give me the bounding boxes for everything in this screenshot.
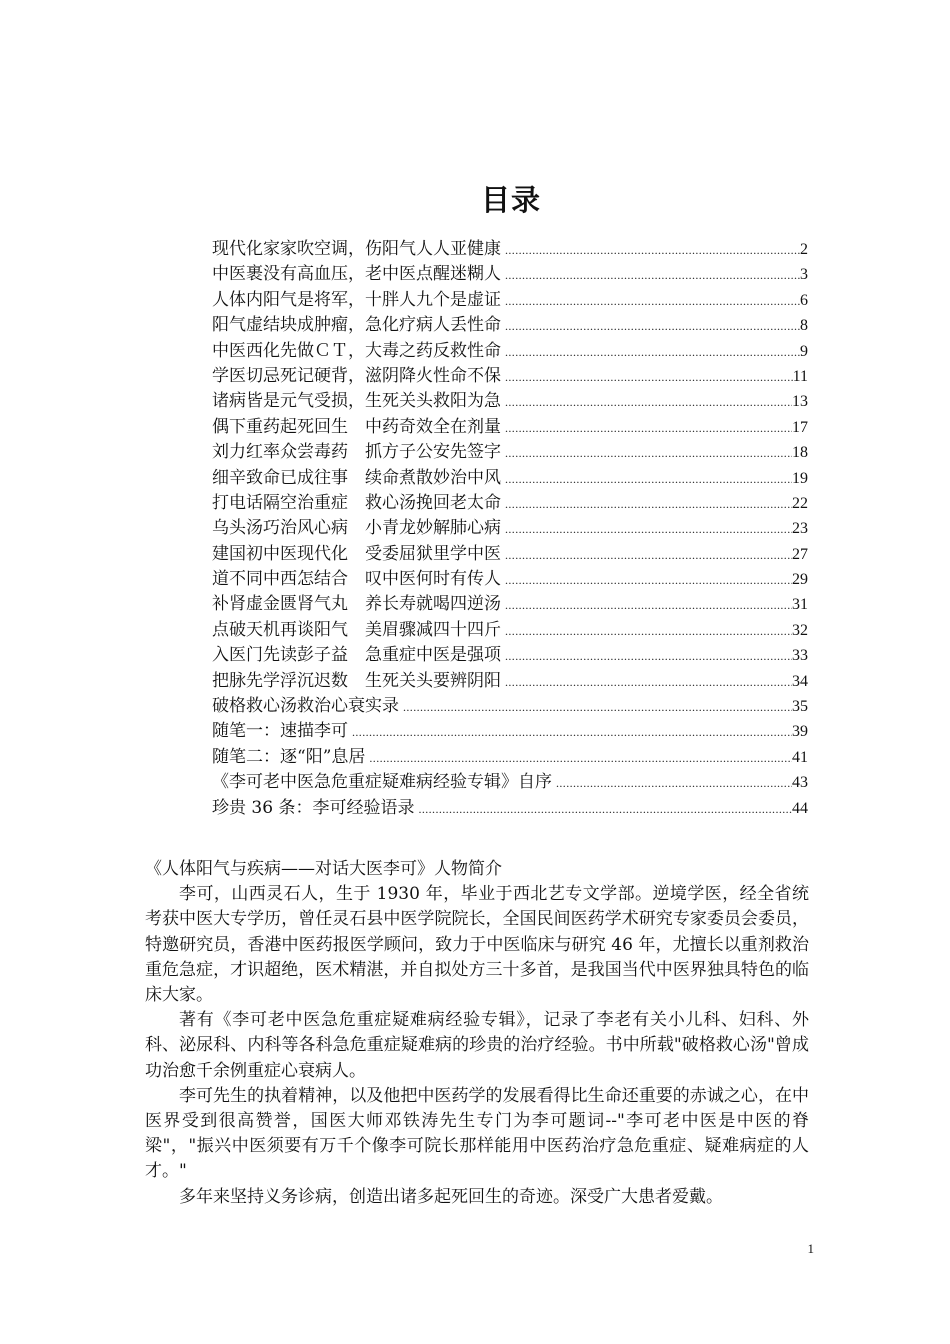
toc-entry-page: 8 — [800, 317, 808, 335]
toc-entry[interactable] — [212, 491, 808, 516]
toc-entry-page: 13 — [792, 393, 808, 411]
toc-entry-page: 44 — [792, 799, 808, 817]
toc-entry[interactable] — [212, 237, 808, 262]
toc-entry-title: 入医门先读彭子益 急重症中医是强项 — [212, 645, 501, 666]
toc-entry[interactable] — [212, 745, 808, 770]
toc-entry-title: 乌头汤巧治风心病 小青龙妙解肺心病 — [212, 518, 501, 539]
toc-entry-title: 现代化家家吹空调，伤阳气人人亚健康 — [212, 239, 501, 259]
toc-leader-dots — [501, 365, 793, 390]
toc-entry-page: 22 — [792, 494, 808, 512]
toc-leader-dots — [501, 517, 792, 542]
toc-entry[interactable] — [212, 288, 808, 313]
toc-entry[interactable] — [212, 643, 808, 668]
toc-entry[interactable] — [212, 592, 808, 617]
toc-entry[interactable] — [212, 770, 808, 795]
toc-entry-title: 打电话隔空治重症 救心汤挽回老太命 — [212, 492, 501, 513]
toc-entry-page: 3 — [800, 266, 808, 284]
toc-entry-title: 把脉先学浮沉迟数 生死关头要辨阴阳 — [212, 670, 501, 691]
toc-entry-page: 34 — [792, 672, 808, 690]
toc-entry-page: 32 — [792, 621, 808, 639]
toc-leader-dots — [501, 263, 800, 288]
toc-entry-title: 中医裹没有高血压，老中医点醒迷糊人 — [212, 264, 501, 285]
biography-paragraph: 李可先生的执着精神，以及他把中医药学的发展看得比生命还重要的赤诚之心，在中医界受到很高赞誉，国医大师邓铁涛先生专门为李可题词--"李可老中医是中医的脊梁"，"振兴中医须要有万千个像李可院长那样能用中医药治疗急危重症、疑难病症的人才。" — [145, 1085, 809, 1182]
toc-entry-page: 11 — [792, 367, 808, 385]
toc-entry-page: 19 — [792, 469, 808, 487]
toc-entry-title: 刘力红率众尝毒药 抓方子公安先签字 — [212, 442, 501, 463]
toc-entry-title: 中医西化先做ＣＴ，大毒之药反救性命 — [212, 340, 501, 361]
toc-leader-dots — [501, 340, 800, 365]
page-number: 1 — [807, 1241, 814, 1256]
toc-entry-page: 33 — [792, 647, 808, 665]
toc-entry-page: 41 — [792, 748, 808, 766]
biography-paragraph: 著有《李可老中医急危重症疑难病经验专辑》，记录了李老有关小儿科、妇科、外科、泌尿科、内科等各科急危重症疑难病的珍贵的治疗经验。书中所载"破格救心汤"曾成功治愈千余例重症心衰病人。 — [145, 1010, 809, 1081]
toc-entry-title: 学医切忌死记硬背，滋阴降火性命不保 — [212, 365, 501, 386]
toc-entry[interactable] — [212, 440, 808, 465]
toc-entry[interactable] — [212, 618, 808, 643]
toc-leader-dots — [501, 416, 792, 441]
toc-leader-dots — [501, 543, 792, 568]
toc-entry-title: 破格救心汤救治心衰实录 — [212, 696, 399, 717]
toc-entry[interactable] — [212, 364, 808, 389]
toc-entry-title: 诸病皆是元气受损，生死关头救阳为急 — [212, 391, 501, 412]
toc-entry-title: 随笔一：速描李可 — [212, 721, 348, 742]
toc-leader-dots — [501, 670, 792, 695]
toc-entry-title: 点破天机再谈阳气 美眉骤减四十四斤 — [212, 619, 501, 640]
toc-leader-dots — [501, 593, 792, 618]
toc-entry-title: 阳气虚结块成肿瘤，急化疗病人丢性命 — [212, 315, 501, 336]
toc-leader-dots — [399, 695, 792, 720]
toc-leader-dots — [501, 289, 800, 314]
toc-entry[interactable] — [212, 389, 808, 414]
toc-leader-dots — [501, 390, 792, 415]
toc-entry[interactable] — [212, 339, 808, 364]
biography-paragraph: 多年来坚持义务诊病，创造出诸多起死回生的奇迹。深受广大患者爱戴。 — [179, 1186, 723, 1207]
biography-heading: 《人体阳气与疾病——对话大医李可》人物简介 — [145, 859, 502, 879]
toc-entry-title: 偶下重药起死回生 中药奇效全在剂量 — [212, 416, 501, 437]
toc-leader-dots — [348, 720, 792, 745]
biography-section — [145, 857, 809, 1210]
toc-entry-title: 建国初中医现代化 受委屈狱里学中医 — [212, 543, 501, 564]
toc-entry[interactable] — [212, 567, 808, 592]
toc-entry-title: 随笔二：逐“阳”息居 — [212, 746, 366, 767]
toc-leader-dots — [501, 238, 800, 263]
toc-leader-dots — [552, 771, 792, 796]
toc-leader-dots — [414, 797, 792, 822]
toc-entry[interactable] — [212, 262, 808, 287]
toc-entry-page: 9 — [800, 342, 808, 360]
toc-entry-title: 《李可老中医急危重症疑难病经验专辑》自序 — [212, 772, 552, 793]
toc-entry-page: 18 — [792, 444, 808, 462]
biography-paragraph: 李可，山西灵石人，生于 1930 年，毕业于西北艺专文学部。逆境学医，经全省统考获中医大专学历，曾任灵石县中医学院院长，全国民间医药学术研究专家委员会委员，特邀研究员，香港中医药报医学顾问，致力于中医临床与研究 46 年，尤擅长以重剂救治重危急症，才识超绝，医术精湛，并自拟处方三十多首，是我国当代中医界独具特色的临床大家。 — [145, 884, 809, 1006]
toc-entry[interactable] — [212, 313, 808, 338]
toc-leader-dots — [501, 619, 792, 644]
toc-entry-page: 43 — [792, 774, 808, 792]
table-of-contents — [212, 237, 808, 821]
toc-entry-page: 39 — [792, 723, 808, 741]
toc-entry[interactable] — [212, 719, 808, 744]
toc-entry-page: 35 — [792, 698, 808, 716]
toc-entry-page: 2 — [800, 241, 808, 258]
toc-entry-title: 珍贵 36 条：李可经验语录 — [212, 797, 415, 818]
toc-entry[interactable] — [212, 796, 808, 821]
toc-entry-page: 27 — [792, 545, 808, 563]
toc-leader-dots — [501, 441, 792, 466]
toc-leader-dots — [501, 644, 792, 669]
toc-entry-title: 补肾虚金匮肾气丸 养长寿就喝四逆汤 — [212, 594, 501, 615]
toc-leader-dots — [501, 467, 792, 492]
toc-entry[interactable] — [212, 542, 808, 567]
toc-entry-title: 细辛致命已成往事 续命煮散妙治中风 — [212, 467, 501, 488]
toc-entry-page: 29 — [792, 571, 808, 589]
toc-entry[interactable] — [212, 694, 808, 719]
toc-entry[interactable] — [212, 466, 808, 491]
toc-leader-dots — [501, 314, 800, 339]
page-title: 目录 — [480, 183, 541, 218]
toc-entry-page: 17 — [792, 418, 808, 436]
toc-entry-title: 人体内阳气是将军，十胖人九个是虚证 — [212, 289, 501, 310]
toc-entry[interactable] — [212, 516, 808, 541]
toc-entry[interactable] — [212, 669, 808, 694]
toc-leader-dots — [501, 492, 792, 517]
toc-entry-title: 道不同中西怎结合 叹中医何时有传人 — [212, 569, 501, 590]
toc-leader-dots — [501, 568, 792, 593]
toc-entry-page: 23 — [792, 520, 808, 538]
toc-entry-page: 31 — [792, 596, 808, 614]
toc-entry[interactable] — [212, 415, 808, 440]
toc-leader-dots — [365, 746, 792, 771]
toc-entry-page: 6 — [800, 291, 808, 309]
